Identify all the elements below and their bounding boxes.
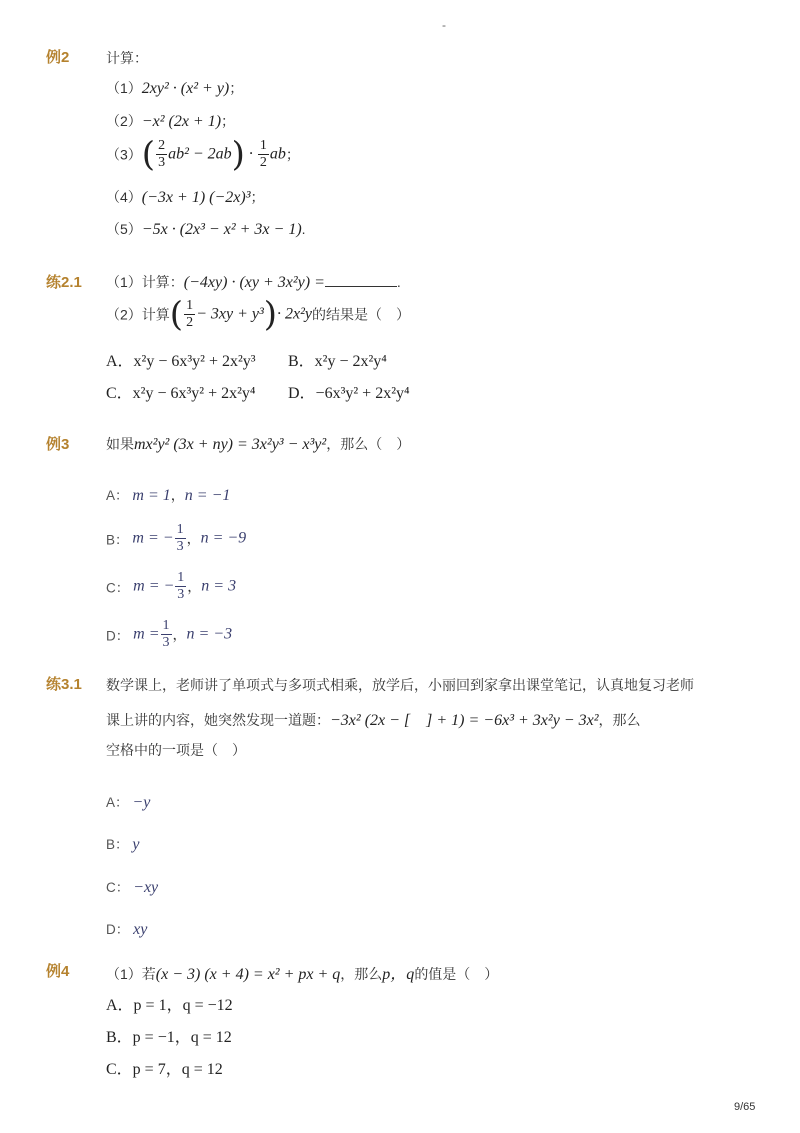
example-4-option-a: A．p = 1，q = −12 [106, 997, 233, 1014]
example-3-option-c: C： m = − $\frac{1}{3}$ ，n = 3 [106, 570, 237, 602]
page-number: 9/65 [734, 1101, 756, 1113]
example-2-intro: 计算： [106, 50, 148, 66]
example-3-question: 如果mx²y² (3x + ny) = 3x²y³ − x³y²，那么（ ） [106, 436, 411, 453]
example-2-label: 例2 [46, 49, 70, 66]
practice-3-1-line-2: 课上讲的内容，她突然发现一道题：−3x² (2x − [ ] + 1) = −6x³ + 3x²y − 3x²，那么 [106, 712, 641, 729]
practice-2-1-q2: （2）计算( $\frac{1}{2}$ − 3xy + y³)· 2x²y的结果是（ ） [106, 294, 411, 335]
practice-3-1-option-d: D： xy [106, 921, 148, 938]
example-3-option-d: D： m = $\frac{1}{3}$ ，n = −3 [106, 618, 233, 650]
example-4-option-c: C．p = 7，q = 12 [106, 1061, 223, 1078]
example-2-item-4: （4）(−3x + 1) (−2x)³； [106, 189, 265, 206]
practice-2-1-option-c: C．x²y − 6x³y² + 2x²y⁴ [106, 385, 256, 402]
answer-blank[interactable] [325, 274, 397, 287]
practice-2-1-option-d: D．−6x³y² + 2x²y⁴ [288, 385, 410, 402]
header-mark: - [442, 18, 446, 32]
example-2-item-2: （2）−x² (2x + 1)； [106, 113, 236, 130]
practice-3-1-line-1: 数学课上，老师讲了单项式与多项式相乘，放学后，小丽回到家拿出课堂笔记，认真地复习老师 [106, 677, 694, 693]
practice-3-1-label: 练3.1 [46, 676, 82, 693]
example-4-option-b: B．p = −1，q = 12 [106, 1029, 232, 1046]
practice-2-1-option-b: B．x²y − 2x²y⁴ [288, 353, 387, 370]
practice-2-1-label: 练2.1 [46, 274, 82, 291]
example-3-option-a: A： m = 1，n = −1 [106, 487, 231, 504]
example-3-option-b: B： m = − $\frac{1}{3}$ ，n = −9 [106, 522, 247, 554]
practice-3-1-line-3: 空格中的一项是（ ） [106, 742, 246, 758]
example-3-label: 例3 [46, 436, 70, 453]
practice-3-1-option-a: A： −y [106, 794, 151, 811]
practice-2-1-q1: （1）计算：(−4xy) · (xy + 3x²y) = . [106, 274, 401, 291]
practice-3-1-option-b: B： y [106, 836, 140, 853]
example-2-item-5: （5）−5x · (2x³ − x² + 3x − 1). [106, 221, 306, 238]
example-4-question: （1）若(x − 3) (x + 4) = x² + px + q，那么p，q的值是（ ） [106, 966, 499, 983]
example-2-item-3: （3）( $\frac{2}{3}$ ab² − 2ab) · $\frac{1}{2}$ ab； [106, 134, 300, 175]
practice-2-1-option-a: A．x²y − 6x³y² + 2x²y³ [106, 353, 256, 370]
example-2-item-1: （1）2xy² · (x² + y)； [106, 80, 244, 97]
practice-3-1-option-c: C： −xy [106, 879, 159, 896]
example-4-label: 例4 [46, 963, 70, 980]
